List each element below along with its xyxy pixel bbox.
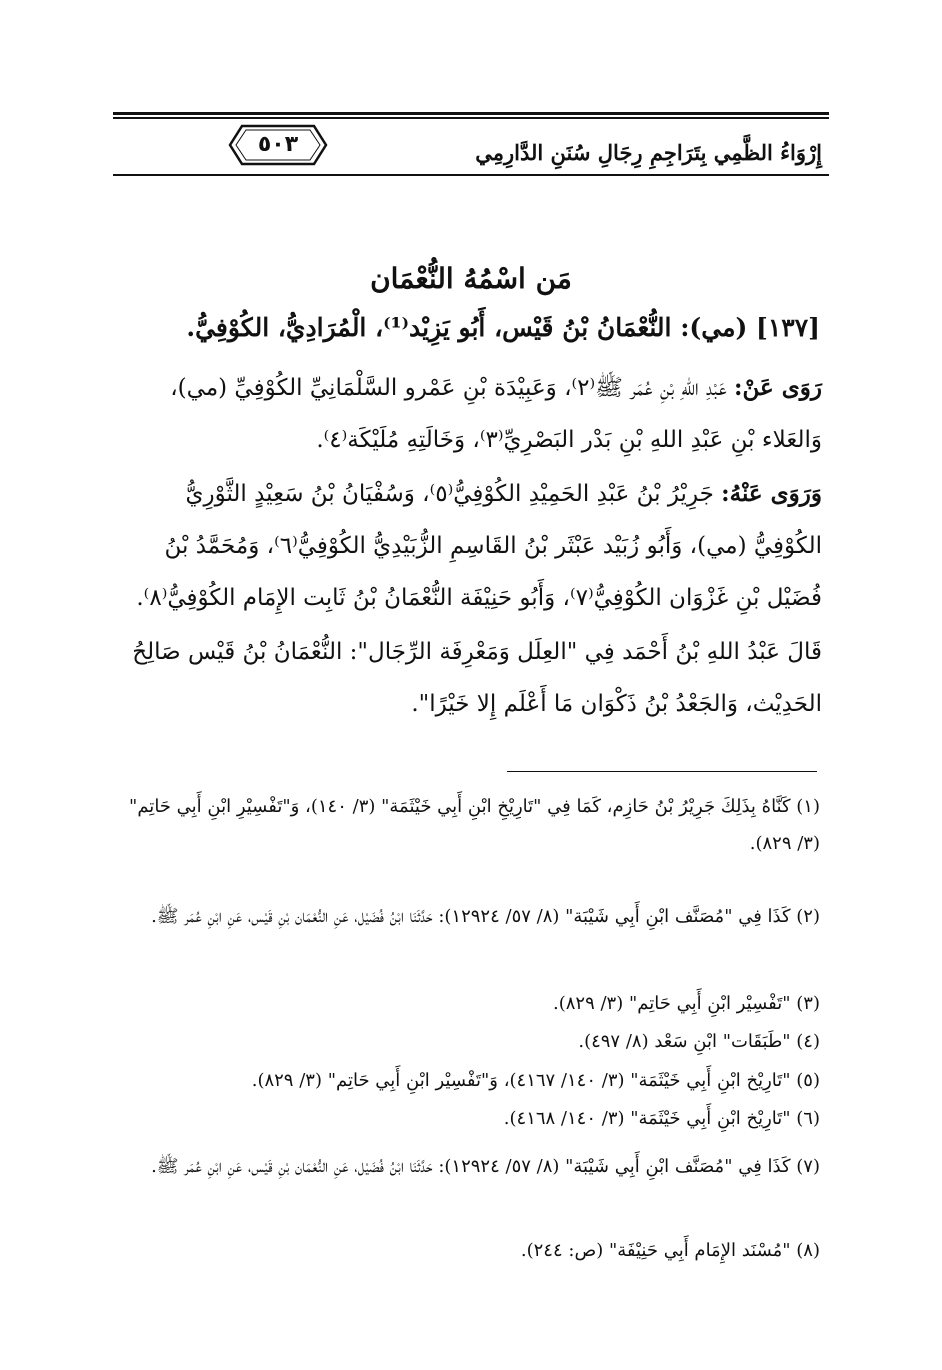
footnote-separator	[507, 771, 817, 772]
footnote-1: (١) كَنَّاهُ بِذَلِكَ جَرِيْرُ بْنُ حَازِم، كَمَا فِي "تَارِيْخِ ابْنِ أَبِي خَيْثَمَة" (٣/ ١٤٠)، وَ"تَفْسِيْرِ ابْنِ أَبِي حَاتِم" (٣/ ٨٢٩).	[129, 796, 820, 854]
narrated-from-paragraph	[112, 362, 822, 466]
footnote-7: (٧) كَذَا فِي "مُصَنَّف ابْنِ أَبِي شَيْبَة" (٨/ ٥٧/ ١٢٩٢٤): حَدَّثَنَا ابْنُ فُضَيْل، عَنِ النُّعْمَان بْنِ قَيْس، عَنِ ابْنِ عُمَر ﷺ.	[151, 1156, 820, 1177]
page-number: ٥٠٣	[257, 132, 299, 157]
footnote-5: (٥) "تَارِيْخ ابْنِ أَبِي خَيْثَمَة" (٣/ ١٤٠/ ٤١٦٧)، وَ"تَفْسِيْر ابْنِ أَبِي حَاتِم" (٣/ ٨٢٩).	[251, 1070, 820, 1091]
header-rule-bottom	[113, 174, 829, 176]
running-title: إِرْوَاءُ الظَّمِي بِتَرَاجِمِ رِجَالِ سُنَنِ الدَّارِمِي	[475, 140, 822, 165]
narrated-by-label: وَرَوَى عَنْهُ:	[721, 480, 822, 507]
footnote-2: (٢) كَذَا فِي "مُصَنَّف ابْنِ أَبِي شَيْبَة" (٨/ ٥٧/ ١٢٩٢٤): حَدَّثَنَا ابْنُ فُضَيْل، عَنِ النُّعْمَان بْنِ قَيْس، عَنِ ابْنِ عُمَر ﷺ.	[151, 906, 820, 927]
header-rule-top	[113, 112, 829, 115]
narrated-by-paragraph	[112, 468, 822, 624]
narrated-from-label: رَوَى عَنْ:	[734, 374, 822, 401]
section-title: مَن اسْمُهُ النُّعْمَان	[370, 262, 572, 295]
entry-heading: [١٣٧] (مي): النُّعْمَانُ بْنُ قَيْس، أَبُو يَزِيْد⁽¹⁾، الْمُرَادِيُّ، الكُوْفِيُّ.	[186, 313, 820, 342]
critic-statement: قَالَ عَبْدُ اللهِ بْنُ أَحْمَد فِي "العِلَل وَمَعْرِفَة الرِّجَال": النُّعْمَانُ بْنُ قَيْس صَالِحُ الحَدِيْث، وَالجَعْدُ بْنُ ذَكْوَان مَا أَعْلَم إِلا خَيْرًا".	[132, 639, 822, 717]
footnote-6: (٦) "تَارِيْخ ابْنِ أَبِي خَيْثَمَة" (٣/ ١٤٠/ ٤١٦٨).	[503, 1108, 820, 1129]
footnote-8: (٨) "مُسْنَد الإِمَام أَبِي حَنِيْفَة" (ص: ٢٤٤).	[520, 1240, 820, 1261]
page-number-badge	[228, 124, 328, 166]
header-rule-top-thin	[113, 117, 829, 119]
narrated-from-text: عَبْدِ اللهِ بْنِ عُمَر ﷺ⁽٢⁾، وَعَبِيْدَة بْنِ عَمْرو السَّلْمَانِيِّ الكُوْفِيِّ (مي)، وَالعَلاء بْنِ عَبْدِ اللهِ بْنِ بَدْر البَصْرِيِّ⁽٣⁾، وَخَالَتِهِ مُلَيْكَة⁽٤⁾.	[170, 375, 822, 453]
footnote-4: (٤) "طَبَقَات" ابْنِ سَعْد (٨/ ٤٩٧).	[578, 1031, 820, 1052]
narrated-by-text: جَرِيْرُ بْنُ عَبْدِ الحَمِيْدِ الكُوْفِيُّ⁽٥⁾، وَسُفْيَانُ بْنُ سَعِيْدٍ الثَّوْرِيُّ الكُوْفِيُّ (مي)، وَأَبُو زُبَيْد عَبْثَر بْنُ القَاسِمِ الزُّبَيْدِيُّ الكُوْفِيُّ⁽٦⁾، وَمُحَمَّدُ بْنُ فُضَيْل بْنِ غَزْوَان الكُوْفِيُّ⁽٧⁾، وَأَبُو حَنِيْفَة النُّعْمَانُ بْنُ ثَابِت الإِمَام الكُوْفِيُّ⁽٨⁾.	[136, 481, 822, 611]
footnote-3: (٣) "تَفْسِيْر ابْنِ أَبِي حَاتِم" (٣/ ٨٢٩).	[552, 993, 820, 1014]
